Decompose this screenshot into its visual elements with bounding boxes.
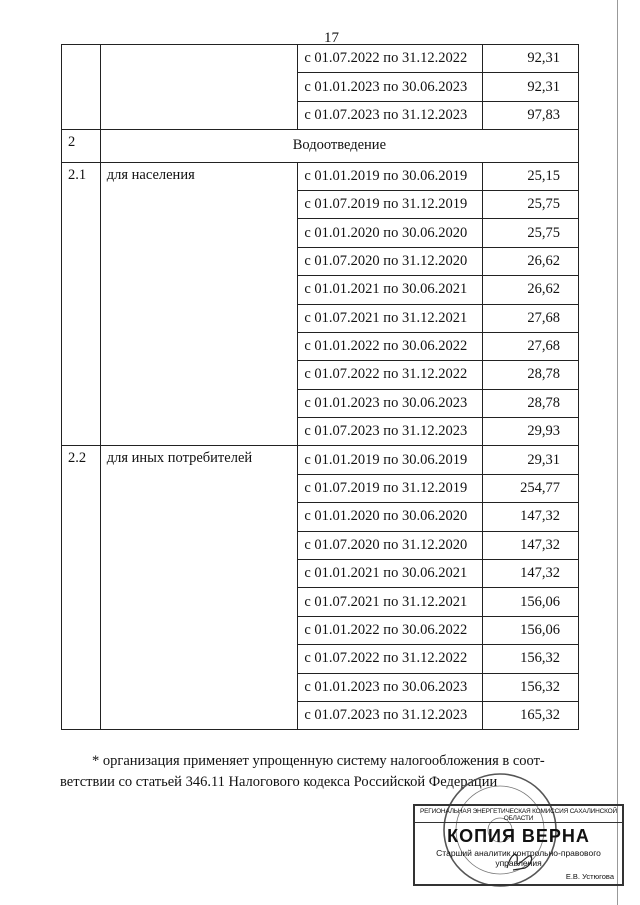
period-cell: с 01.01.2021 по 30.06.2021 bbox=[298, 276, 483, 304]
tariff-value-cell: 147,32 bbox=[483, 560, 579, 588]
tariff-value-cell: 156,06 bbox=[483, 588, 579, 616]
tariff-value-cell: 165,32 bbox=[483, 701, 579, 729]
tariff-value-cell: 29,93 bbox=[483, 418, 579, 446]
tariff-value-cell: 25,15 bbox=[483, 162, 579, 190]
tariff-value-cell: 92,31 bbox=[483, 45, 579, 73]
period-cell: с 01.01.2020 по 30.06.2020 bbox=[298, 503, 483, 531]
tariff-value-cell: 27,68 bbox=[483, 332, 579, 360]
copy-certified-stamp bbox=[413, 804, 624, 886]
table-row bbox=[62, 45, 579, 73]
period-cell: с 01.01.2023 по 30.06.2023 bbox=[298, 73, 483, 101]
row-number-cell bbox=[62, 45, 101, 130]
tariff-value-cell: 29,31 bbox=[483, 446, 579, 474]
consumer-cell bbox=[100, 45, 298, 130]
period-cell: с 01.07.2023 по 31.12.2023 bbox=[298, 701, 483, 729]
tariff-value-cell: 26,62 bbox=[483, 276, 579, 304]
tariff-value-cell: 28,78 bbox=[483, 389, 579, 417]
period-cell: с 01.07.2022 по 31.12.2022 bbox=[298, 645, 483, 673]
table-row bbox=[62, 162, 579, 190]
period-cell: с 01.07.2020 по 31.12.2020 bbox=[298, 531, 483, 559]
period-cell: с 01.01.2023 по 30.06.2023 bbox=[298, 389, 483, 417]
period-cell: с 01.07.2021 по 31.12.2021 bbox=[298, 588, 483, 616]
tariff-value-cell: 92,31 bbox=[483, 73, 579, 101]
tariff-value-cell: 28,78 bbox=[483, 361, 579, 389]
row-number-cell: 2.2 bbox=[62, 446, 101, 730]
period-cell: с 01.07.2023 по 31.12.2023 bbox=[298, 418, 483, 446]
tariff-value-cell: 97,83 bbox=[483, 101, 579, 129]
period-cell: с 01.01.2022 по 30.06.2022 bbox=[298, 616, 483, 644]
tariff-value-cell: 26,62 bbox=[483, 247, 579, 275]
table-row bbox=[62, 446, 579, 474]
tariff-value-cell: 156,06 bbox=[483, 616, 579, 644]
period-cell: с 01.01.2019 по 30.06.2019 bbox=[298, 446, 483, 474]
stamp-title: КОПИЯ ВЕРНА bbox=[447, 826, 590, 846]
period-cell: с 01.01.2021 по 30.06.2021 bbox=[298, 560, 483, 588]
tariff-table bbox=[61, 44, 579, 730]
period-cell: с 01.07.2020 по 31.12.2020 bbox=[298, 247, 483, 275]
section-header-row bbox=[62, 130, 579, 162]
period-cell: с 01.01.2020 по 30.06.2020 bbox=[298, 219, 483, 247]
period-cell: с 01.07.2023 по 31.12.2023 bbox=[298, 101, 483, 129]
tariff-value-cell: 147,32 bbox=[483, 503, 579, 531]
period-cell: с 01.01.2019 по 30.06.2019 bbox=[298, 162, 483, 190]
stamp-organization: РЕГИОНАЛЬНАЯ ЭНЕРГЕТИЧЕСКАЯ КОМИССИЯ САХАЛИНСКОЙ ОБЛАСТИ bbox=[415, 806, 622, 823]
section-title: Водоотведение bbox=[100, 130, 578, 162]
period-cell: с 01.07.2022 по 31.12.2022 bbox=[298, 361, 483, 389]
tariff-value-cell: 25,75 bbox=[483, 190, 579, 218]
page-number: 17 bbox=[324, 30, 339, 46]
signature-icon bbox=[503, 848, 537, 874]
period-cell: с 01.07.2019 по 31.12.2019 bbox=[298, 474, 483, 502]
period-cell: с 01.01.2022 по 30.06.2022 bbox=[298, 332, 483, 360]
period-cell: с 01.07.2022 по 31.12.2022 bbox=[298, 45, 483, 73]
footnote-line-2: ветствии со статьей 346.11 Налогового кодекса Российской Федерации bbox=[60, 774, 498, 790]
consumer-cell: для иных потребителей bbox=[100, 446, 298, 730]
footnote-line-1: * организация применяет упрощенную систему налогообложения в соот- bbox=[92, 753, 545, 769]
tariff-value-cell: 25,75 bbox=[483, 219, 579, 247]
consumer-cell: для населения bbox=[100, 162, 298, 446]
tariff-value-cell: 156,32 bbox=[483, 645, 579, 673]
row-number-cell: 2.1 bbox=[62, 162, 101, 446]
page-edge-line bbox=[617, 0, 618, 905]
section-number: 2 bbox=[62, 130, 101, 162]
period-cell: с 01.07.2019 по 31.12.2019 bbox=[298, 190, 483, 218]
tariff-value-cell: 156,32 bbox=[483, 673, 579, 701]
tariff-value-cell: 254,77 bbox=[483, 474, 579, 502]
tariff-value-cell: 27,68 bbox=[483, 304, 579, 332]
period-cell: с 01.01.2023 по 30.06.2023 bbox=[298, 673, 483, 701]
stamp-signer-name: Е.В. Устюгова bbox=[565, 872, 614, 881]
stamp-position: Старший аналитик контрольно-правового управления bbox=[436, 848, 601, 868]
period-cell: с 01.07.2021 по 31.12.2021 bbox=[298, 304, 483, 332]
tariff-value-cell: 147,32 bbox=[483, 531, 579, 559]
